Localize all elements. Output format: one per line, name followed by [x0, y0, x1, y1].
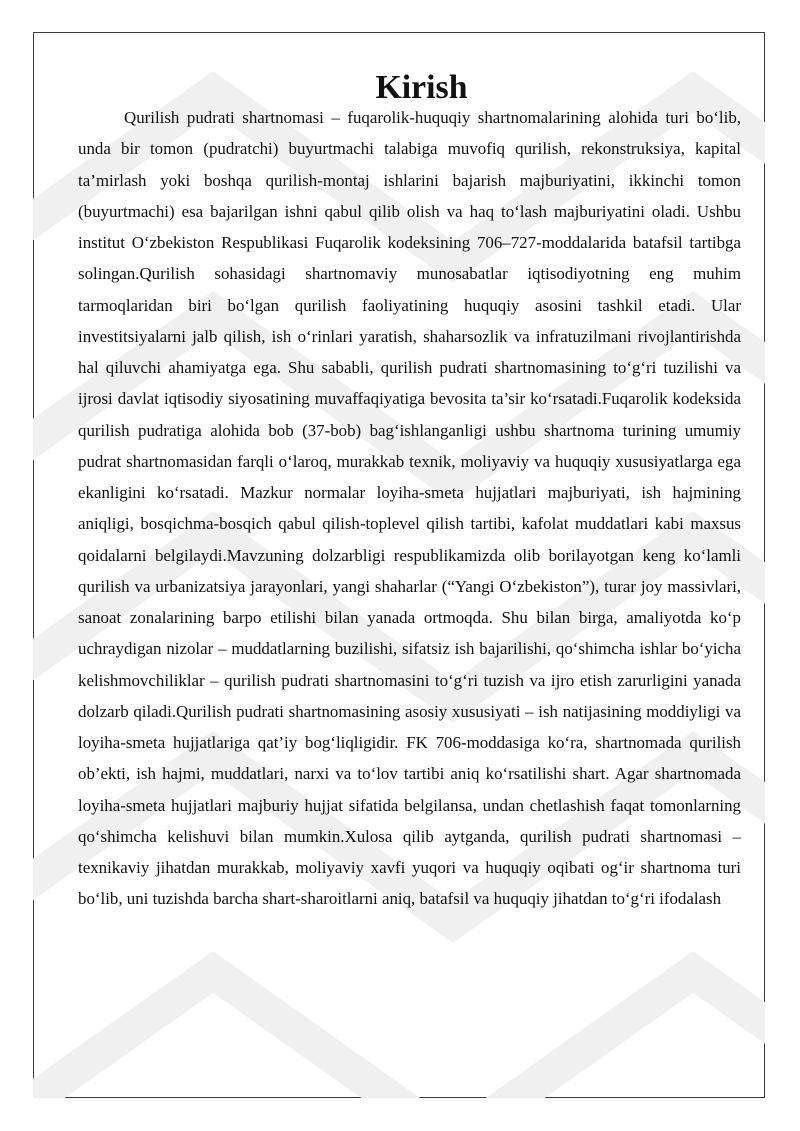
- body-paragraph: Qurilish pudrati shartnomasi – fuqarolik-huquqiy shartnomalarining alohida turi bo‘lib, unda bir tomon (pudratchi) buyurtmachi talabiga muvofiq qurilish, rekonstruksiya, kapital ta’mirlash yoki boshqa qurilish-montaj ishlarini bajarish majburiyatini, ikkinchi tomon (buyurtmachi) esa bajarilgan ishni qabul qilib olish va haq to‘lash majburiyatini oladi. Ushbu institut O‘zbekiston Respublikasi Fuqarolik kodeksining 706–727-moddalarida batafsil tartibga solingan.Qurilish sohasidagi shartnomaviy munosabatlar iqtisodiyotning eng muhim tarmoqlaridan biri bo‘lgan qurilish faoliyatining huquqiy asosini tashkil etadi. Ular investitsiyalarni jalb qilish, ish o‘rinlari yaratish, shaharsozlik va infratuzilmani rivojlantirishda hal qiluvchi ahamiyatga ega. Shu sababli, qurilish pudrati shartnomasining to‘g‘ri tuzilishi va ijrosi davlat iqtisodiy siyosatining muvaffaqiyatiga bevosita ta’sir ko‘rsatadi.Fuqarolik kodeksida qurilish pudratiga alohida bob (37-bob) bag‘ishlanganligi ushbu shartnoma turining umumiy pudrat shartnomasidan farqli o‘laroq, murakkab texnik, moliyaviy va huquqiy xususiyatlarga ega ekanligini ko‘rsatadi. Mazkur normalar loyiha-smeta hujjatlari majburiyati, ish hajmining aniqligi, bosqichma-bosqich qabul qilish-toplevel qilish tartibi, kafolat muddatlari kabi maxsus qoidalarni belgilaydi.Mavzuning dolzarbligi respublikamizda olib borilayotgan keng ko‘lamli qurilish va urbanizatsiya jarayonlari, yangi shaharlar (“Yangi O‘zbekiston”), turar joy massivlari, sanoat zonalarining barpo etilishi bilan yanada ortmoqda. Shu bilan birga, amaliyotda ko‘p uchraydigan nizolar – muddatlarning buzilishi, sifatsiz ish bajarilishi, qo‘shimcha ishlar bo‘yicha kelishmovchiliklar – qurilish pudrati shartnomasini to‘g‘ri tuzish va ijro etish zarurligini yanada dolzarb qiladi.Qurilish pudrati shartnomasining asosiy xususiyati – ish natijasining moddiyligi va loyiha-smeta hujjatlariga qat’iy bog‘liqligidir. FK 706-moddasiga ko‘ra, shartnomada qurilish ob’ekti, ish hajmi, muddatlari, narxi va to‘lov tartibi aniq ko‘rsatilishi shart. Agar shartnomada loyiha-smeta hujjatlari majburiy hujjat sifatida belgilansa, undan chetlashish faqat tomonlarning qo‘shimcha kelishuvi bilan mumkin.Xulosa qilib aytganda, qurilish pudrati shartnomasi – texnikaviy jihatdan murakkab, moliyaviy xavfi yuqori va huquqiy oqibati og‘ir shartnoma turi bo‘lib, uni tuzishda barcha shart-sharoitlarni aniq, batafsil va huquqiy jihatdan to‘g‘ri ifodalash: [78, 108, 741, 909]
- document-title: Kirish: [375, 69, 468, 106]
- document-content: [78, 69, 741, 915]
